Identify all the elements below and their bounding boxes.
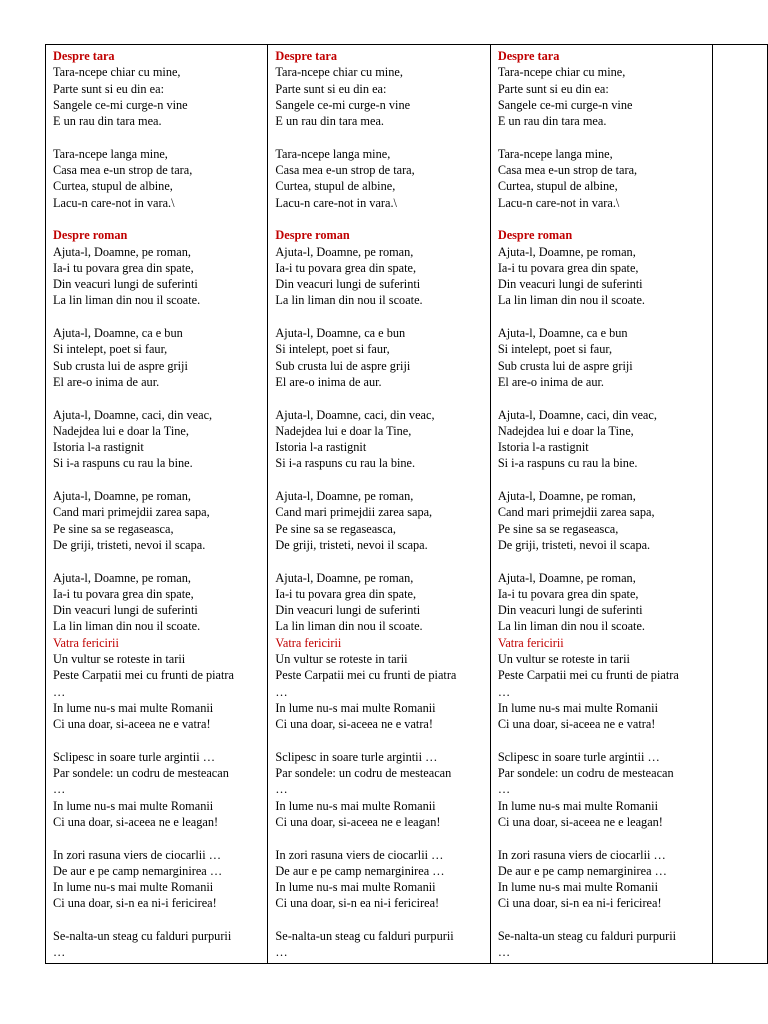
table-row [46,45,768,964]
poem-line: Ajuta-l, Doamne, caci, din veac, [497,407,657,422]
blank-line [53,912,262,928]
poem-line: Un vultur se roteste in tarii [275,651,408,666]
blank-line [275,732,484,748]
poem-heading: Despre roman [275,228,350,243]
poem-line: Din veacuri lungi de suferinti [497,277,643,292]
poem-line: Se-nalta-un steag cu falduri purpurii [275,929,454,944]
poem-line: Ajuta-l, Doamne, pe roman, [497,244,636,259]
poem-line: Tara-ncepe langa mine, [275,146,391,161]
poem-line: Ajuta-l, Doamne, pe roman, [497,489,636,504]
poem-line: Se-nalta-un steag cu falduri purpurii [497,929,677,944]
poem-line: In lume nu-s mai multe Romanii [497,798,658,813]
poem-line: Istoria l-a rastignit [497,440,589,455]
poem-line: La lin liman din nou il scoate. [497,619,646,634]
poem-line: De aur e pe camp nemarginirea … [275,863,445,878]
poem-line: Ci una doar, si-aceea ne e vatra! [275,717,433,732]
poem-line: Sclipesc in soare turle argintii … [497,749,660,764]
poem-line: In zori rasuna viers de ciocarlii … [53,847,221,862]
poem-line: Din veacuri lungi de suferinti [275,603,421,618]
poem-table [45,44,768,964]
poem-line: Istoria l-a rastignit [53,440,144,455]
poem-line: La lin liman din nou il scoate. [497,293,646,308]
poem-line: Parte sunt si eu din ea: [497,81,609,96]
poem-line: Nadejdea lui e doar la Tine, [497,423,634,438]
blank-line [498,129,707,145]
poem-line: Ia-i tu povara grea din spate, [53,260,194,275]
poem-line: Ci una doar, si-aceea ne e vatra! [497,717,656,732]
poem-line: La lin liman din nou il scoate. [53,619,201,634]
poem-line: Sub crusta lui de aspre griji [53,358,188,373]
poem-line: Un vultur se roteste in tarii [53,651,186,666]
poem-line: Ajuta-l, Doamne, caci, din veac, [53,407,213,422]
poem-heading: Despre tara [275,49,337,63]
poem-line: Si intelept, poet si faur, [497,342,613,357]
poem-line: Tara-ncepe chiar cu mine, [53,65,181,80]
poem-line: Sub crusta lui de aspre griji [497,358,633,373]
poem-line: In lume nu-s mai multe Romanii [53,798,214,813]
blank-line [275,211,484,227]
poem-line: In lume nu-s mai multe Romanii [497,880,658,895]
poem-line: Ci una doar, si-n ea ni-i fericirea! [275,896,440,911]
poem-heading: Vatra fericirii [275,635,342,650]
poem-line: Nadejdea lui e doar la Tine, [53,423,189,438]
poem-line: Un vultur se roteste in tarii [497,651,630,666]
poem-column-2 [268,45,490,964]
poem-line: In lume nu-s mai multe Romanii [53,880,214,895]
poem-line: Sub crusta lui de aspre griji [275,358,411,373]
poem-line: Peste Carpatii mei cu frunti de piatra [53,668,234,683]
poem-line: Pe sine sa se regaseasca, [275,521,396,536]
poem-line: Ajuta-l, Doamne, pe roman, [53,570,191,585]
blank-line [498,309,707,325]
blank-line [498,211,707,227]
poem-line: Ci una doar, si-aceea ne e vatra! [53,717,211,732]
poem-line: Cand mari primejdii zarea sapa, [53,505,210,520]
poem-line: Tara-ncepe chiar cu mine, [275,65,403,80]
blank-line [498,472,707,488]
poem-line: De griji, tristeti, nevoi il scapa. [497,537,651,552]
poem-line: Ajuta-l, Doamne, pe roman, [275,489,414,504]
poem-line: Pe sine sa se regaseasca, [53,521,174,536]
poem-line: Casa mea e-un strop de tara, [53,163,193,178]
poem-line: Si intelept, poet si faur, [53,342,168,357]
poem-line: … [53,782,66,797]
poem-line: El are-o inima de aur. [275,374,382,389]
blank-line [498,732,707,748]
poem-line: Sangele ce-mi curge-n vine [275,97,411,112]
blank-line [53,211,262,227]
poem-line: Sangele ce-mi curge-n vine [53,97,188,112]
poem-line: De aur e pe camp nemarginirea … [53,863,223,878]
poem-line: Ci una doar, si-n ea ni-i fericirea! [497,896,662,911]
poem-line: … [497,684,511,699]
poem-line: Ci una doar, si-aceea ne e leagan! [275,814,441,829]
poem-line: Din veacuri lungi de suferinti [497,603,643,618]
poem-line: In zori rasuna viers de ciocarlii … [497,847,666,862]
poem-line: In lume nu-s mai multe Romanii [275,798,436,813]
poem-line: Ci una doar, si-aceea ne e leagan! [497,814,663,829]
poem-line: Din veacuri lungi de suferinti [275,277,421,292]
blank-line [275,912,484,928]
poem-line: Cand mari primejdii zarea sapa, [497,505,655,520]
blank-line [53,390,262,406]
blank-line [275,830,484,846]
poem-line: Pe sine sa se regaseasca, [497,521,619,536]
poem-line: El are-o inima de aur. [497,374,604,389]
poem-line: Par sondele: un codru de mesteacan [275,766,452,781]
poem-line: … [275,782,288,797]
blank-line [498,912,707,928]
blank-line [498,553,707,569]
poem-line: … [53,684,66,699]
poem-line: Ia-i tu povara grea din spate, [53,586,194,601]
poem-line: La lin liman din nou il scoate. [275,293,423,308]
poem-line: Peste Carpatii mei cu frunti de piatra [275,668,457,683]
blank-line [53,309,262,325]
poem-line: De aur e pe camp nemarginirea … [497,863,667,878]
poem-line: Din veacuri lungi de suferinti [53,277,198,292]
poem-line: E un rau din tara mea. [275,114,384,129]
poem-line: Peste Carpatii mei cu frunti de piatra [497,668,679,683]
poem-line: De griji, tristeti, nevoi il scapa. [53,537,206,552]
poem-line: E un rau din tara mea. [53,114,162,129]
blank-line [53,732,262,748]
poem-line: Si i-a raspuns cu rau la bine. [53,456,193,471]
blank-line [275,390,484,406]
poem-line: De griji, tristeti, nevoi il scapa. [275,537,428,552]
poem-line: Curtea, stupul de albine, [53,179,173,194]
poem-line: Casa mea e-un strop de tara, [497,163,638,178]
poem-line: Parte sunt si eu din ea: [275,81,387,96]
poem-line: Ci una doar, si-n ea ni-i fericirea! [53,896,217,911]
poem-line: Ia-i tu povara grea din spate, [275,260,417,275]
blank-line [498,830,707,846]
poem-line: … [275,684,288,699]
poem-line: Ci una doar, si-aceea ne e leagan! [53,814,219,829]
poem-line: In lume nu-s mai multe Romanii [53,700,214,715]
poem-line: Istoria l-a rastignit [275,440,367,455]
poem-line: Lacu-n care-not in vara.\ [497,195,620,210]
poem-line: … [497,945,511,960]
poem-line: Parte sunt si eu din ea: [53,81,164,96]
poem-line: Ajuta-l, Doamne, caci, din veac, [275,407,435,422]
poem-line: Nadejdea lui e doar la Tine, [275,423,412,438]
poem-column-3 [490,45,712,964]
poem-line: Casa mea e-un strop de tara, [275,163,415,178]
poem-column-4 [713,45,768,964]
poem-line: Cand mari primejdii zarea sapa, [275,505,433,520]
poem-heading: Despre tara [497,49,560,63]
poem-line: Ia-i tu povara grea din spate, [497,586,639,601]
poem-line: Sclipesc in soare turle argintii … [275,749,438,764]
poem-line: E un rau din tara mea. [497,114,607,129]
poem-column-1 [46,45,268,964]
poem-heading: Despre tara [53,49,115,63]
poem-line: Lacu-n care-not in vara.\ [275,195,397,210]
poem-line: Se-nalta-un steag cu falduri purpurii [53,929,232,944]
poem-line: Si i-a raspuns cu rau la bine. [497,456,638,471]
poem-line: Ajuta-l, Doamne, pe roman, [53,489,191,504]
poem-line: Par sondele: un codru de mesteacan [53,766,229,781]
poem-line: Ajuta-l, Doamne, pe roman, [275,244,414,259]
poem-line: El are-o inima de aur. [53,374,160,389]
poem-heading: Vatra fericirii [53,635,119,650]
poem-line: In lume nu-s mai multe Romanii [497,700,658,715]
poem-line: Ia-i tu povara grea din spate, [275,586,417,601]
blank-line [275,309,484,325]
poem-line: Si i-a raspuns cu rau la bine. [275,456,416,471]
poem-heading: Vatra fericirii [497,635,564,650]
blank-line [53,472,262,488]
blank-line [53,129,262,145]
blank-line [53,553,262,569]
poem-line: Par sondele: un codru de mesteacan [497,766,674,781]
poem-line: La lin liman din nou il scoate. [275,619,423,634]
poem-heading: Despre roman [497,228,573,243]
poem-line: Tara-ncepe chiar cu mine, [497,65,626,80]
poem-line: Sclipesc in soare turle argintii … [53,749,215,764]
poem-line: In lume nu-s mai multe Romanii [275,700,436,715]
blank-line [275,129,484,145]
blank-line [53,830,262,846]
poem-line: Ajuta-l, Doamne, pe roman, [275,570,414,585]
blank-line [275,553,484,569]
poem-line: Ia-i tu povara grea din spate, [497,260,639,275]
poem-line: Ajuta-l, Doamne, ca e bun [275,326,406,341]
poem-heading: Despre roman [53,228,128,243]
blank-line [498,390,707,406]
poem-line: Ajuta-l, Doamne, pe roman, [53,244,191,259]
poem-line: Ajuta-l, Doamne, ca e bun [53,326,183,341]
poem-line: … [275,945,288,960]
poem-line: … [497,782,511,797]
poem-line: In lume nu-s mai multe Romanii [275,880,436,895]
poem-line: Sangele ce-mi curge-n vine [497,97,633,112]
poem-line: In zori rasuna viers de ciocarlii … [275,847,444,862]
poem-line: Curtea, stupul de albine, [275,179,396,194]
poem-line: Lacu-n care-not in vara.\ [53,195,175,210]
poem-line: Tara-ncepe langa mine, [53,146,168,161]
poem-line: Curtea, stupul de albine, [497,179,618,194]
blank-line [275,472,484,488]
poem-line: Tara-ncepe langa mine, [497,146,613,161]
poem-line: La lin liman din nou il scoate. [53,293,201,308]
poem-line: Ajuta-l, Doamne, ca e bun [497,326,628,341]
poem-line: Si intelept, poet si faur, [275,342,390,357]
poem-line: Din veacuri lungi de suferinti [53,603,198,618]
poem-line: … [53,945,66,960]
poem-line: Ajuta-l, Doamne, pe roman, [497,570,636,585]
